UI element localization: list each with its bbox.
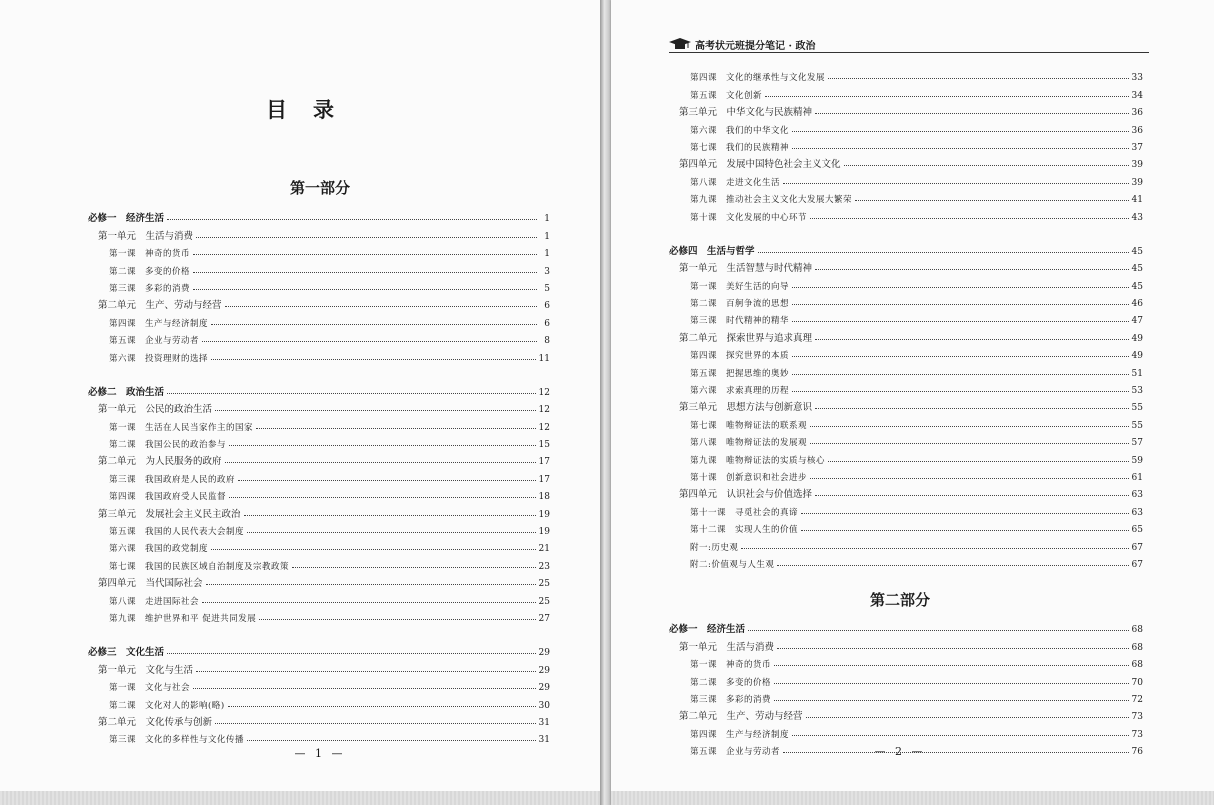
toc-entry-label: 第六课 我国的政党制度 (109, 544, 209, 555)
toc-entry-page: 45 (1131, 246, 1143, 257)
toc-entry-label: 第二课 文化对人的影响(略) (109, 700, 225, 711)
toc-entry-label: 第一单元 文化与生活 (98, 664, 194, 676)
toc-entry-label: 必修一 经济生活 (669, 624, 746, 636)
toc-entry-page: 43 (1131, 212, 1143, 223)
toc-entry-label: 第四课 我国政府受人民监督 (109, 492, 227, 503)
toc-entry-label: 第十二课 实现人生的价值 (690, 525, 799, 536)
toc-entry-label: 附二:价值观与人生观 (690, 559, 775, 570)
toc-leader-dots (806, 717, 1129, 718)
toc-leader-dots (815, 339, 1129, 340)
toc-module-entry (88, 207, 550, 224)
toc-lesson-entry (669, 670, 1143, 687)
toc-lesson-entry (669, 344, 1143, 361)
toc-entry-label: 第二单元 探索世界与追求真理 (679, 332, 813, 344)
toc-leader-dots (815, 269, 1129, 270)
toc-entry-label: 第四课 文化的继承性与文化发展 (690, 73, 826, 84)
toc-entry-label: 第五课 文化创新 (690, 90, 763, 101)
toc-leader-dots (815, 408, 1129, 409)
toc-leader-dots (193, 272, 537, 273)
toc-entry-page: 31 (538, 735, 550, 746)
toc-entry-page: 29 (538, 665, 550, 676)
toc-entry-page: 36 (1131, 108, 1143, 119)
toc-lesson-entry (669, 274, 1143, 291)
toc-entry-label: 第十一课 寻觅社会的真谛 (690, 507, 799, 518)
toc-entry-label: 第四单元 发展中国特色社会主义文化 (679, 159, 841, 171)
toc-entry-label: 必修二 政治生活 (88, 386, 165, 398)
toc-lesson-entry (669, 518, 1143, 535)
toc-entry-label: 第二课 我国公民的政治参与 (109, 440, 227, 451)
toc-leader-dots (774, 700, 1129, 701)
toc-lesson-entry (88, 311, 550, 328)
toc-leader-dots (193, 254, 537, 255)
toc-entry-label: 第三课 文化的多样性与文化传播 (109, 735, 245, 746)
toc-lesson-entry (88, 589, 550, 606)
toc-entry-page: 23 (538, 561, 550, 572)
toc-leader-dots (256, 428, 536, 429)
toc-entry-label: 第一课 神奇的货币 (109, 249, 191, 260)
toc-unit-entry (669, 153, 1143, 170)
toc-entry-page: 72 (1131, 694, 1143, 705)
toc-leader-dots (741, 548, 1128, 549)
toc-lesson-entry (88, 607, 550, 624)
page-number-right: — 2 — (874, 745, 926, 758)
toc-entry-page: 68 (1131, 625, 1143, 636)
toc-leader-dots (810, 478, 1129, 479)
toc-entry-label: 第十课 创新意识和社会进步 (690, 472, 808, 483)
toc-entry-label: 第二课 百舸争流的思想 (690, 299, 790, 310)
toc-leader-dots (783, 183, 1129, 184)
header-title: 高考状元班提分笔记 · 政治 (695, 40, 816, 52)
toc-entry-label: 第七课 我国的民族区域自治制度及宗教政策 (109, 561, 290, 572)
toc-leader-dots (211, 549, 536, 550)
toc-lesson-entry (88, 329, 550, 346)
toc-entry-label: 第二课 多变的价格 (690, 677, 772, 688)
toc-leader-dots (225, 462, 536, 463)
toc-entry-label: 第八课 走进文化生活 (690, 177, 781, 188)
book-gutter (600, 0, 611, 805)
toc-leader-dots (215, 410, 536, 411)
toc-entry-label: 必修四 生活与哲学 (669, 245, 755, 257)
toc-leader-dots (792, 735, 1129, 736)
toc-entry-page: 68 (1131, 642, 1143, 653)
toc-entry-label: 第四课 生产与经济制度 (109, 318, 209, 329)
toc-entry-page: 73 (1131, 729, 1143, 740)
toc-entry-label: 第五课 把握思维的奥妙 (690, 368, 790, 379)
toc-lesson-entry (88, 259, 550, 276)
toc-leader-dots (238, 480, 536, 481)
toc-entry-page: 57 (1131, 438, 1143, 449)
toc-lesson-entry (669, 118, 1143, 135)
toc-leader-dots (792, 391, 1129, 392)
toc-lesson-entry (669, 413, 1143, 430)
toc-entry-label: 第十课 文化发展的中心环节 (690, 212, 808, 223)
toc-entry-page: 19 (538, 509, 550, 520)
toc-leader-dots (828, 78, 1129, 79)
toc-lesson-entry (669, 205, 1143, 222)
toc-entry-label: 第三单元 思想方法与创新意识 (679, 402, 813, 414)
toc-lesson-entry (669, 448, 1143, 465)
toc-entry-page: 31 (538, 717, 550, 728)
toc-title: 目录 (266, 97, 360, 122)
toc-leader-dots (765, 96, 1129, 97)
toc-entry-label: 第八课 唯物辩证法的发展观 (690, 438, 808, 449)
toc-leader-dots (801, 513, 1129, 514)
toc-lesson-entry (88, 520, 550, 537)
toc-lesson-entry (88, 346, 550, 363)
scan-edge-left (0, 791, 600, 805)
toc-entry-page: 27 (538, 613, 550, 624)
toc-entry-page: 47 (1131, 316, 1143, 327)
toc-entry-page: 63 (1131, 507, 1143, 518)
toc-lesson-entry (669, 83, 1143, 100)
toc-gap (669, 223, 1143, 240)
toc-entry-page: 1 (544, 214, 550, 225)
toc-entry-page: 73 (1131, 712, 1143, 723)
toc-entry-page: 6 (544, 301, 550, 312)
toc-leader-dots (792, 356, 1129, 357)
toc-lesson-entry (88, 554, 550, 571)
toc-leader-dots (792, 321, 1129, 322)
toc-entry-page: 36 (1131, 125, 1143, 136)
toc-lesson-entry (669, 500, 1143, 517)
toc-entry-page: 45 (1131, 281, 1143, 292)
toc-entry-page: 3 (544, 266, 550, 277)
toc-entry-page: 39 (1131, 177, 1143, 188)
toc-leader-dots (193, 688, 536, 689)
toc-leader-dots (225, 306, 537, 307)
toc-entry-page: 6 (544, 318, 550, 329)
toc-entry-page: 53 (1131, 386, 1143, 397)
toc-leader-dots (774, 665, 1129, 666)
toc-leader-dots (774, 683, 1129, 684)
toc-entry-label: 第九课 推动社会主义文化大发展大繁荣 (690, 195, 853, 206)
toc-unit-entry (669, 101, 1143, 118)
toc-leader-dots (792, 304, 1129, 305)
toc-entry-page: 30 (538, 700, 550, 711)
toc-entry-label: 第四课 探究世界的本质 (690, 351, 790, 362)
toc-lesson-entry (669, 136, 1143, 153)
toc-entry-page: 25 (538, 579, 550, 590)
toc-entry-page: 61 (1131, 472, 1143, 483)
toc-entry-label: 第六课 我们的中华文化 (690, 125, 790, 136)
toc-entry-label: 第三课 我国政府是人民的政府 (109, 474, 236, 485)
toc-leader-dots (810, 218, 1129, 219)
toc-entry-page: 29 (538, 648, 550, 659)
toc-lesson-entry (669, 66, 1143, 83)
toc-entry-page: 11 (538, 353, 550, 364)
toc-entry-page: 39 (1131, 160, 1143, 171)
toc-leader-dots (748, 630, 1129, 631)
toc-left-list (88, 207, 550, 745)
toc-lesson-entry (669, 431, 1143, 448)
toc-entry-page: 1 (544, 231, 550, 242)
toc-lesson-entry (88, 485, 550, 502)
toc-lesson-entry (669, 170, 1143, 187)
toc-entry-page: 17 (538, 474, 550, 485)
toc-unit-entry (669, 635, 1143, 652)
toc-leader-dots (193, 289, 537, 290)
running-header (669, 36, 1149, 53)
toc-entry-page: 46 (1131, 299, 1143, 310)
toc-entry-label: 第六课 投资理财的选择 (109, 353, 209, 364)
toc-lesson-entry (669, 361, 1143, 378)
toc-lesson-entry (669, 653, 1143, 670)
toc-entry-label: 第四课 生产与经济制度 (690, 729, 790, 740)
toc-lesson-entry (669, 535, 1143, 552)
toc-entry-page: 25 (538, 596, 550, 607)
toc-entry-page: 19 (538, 527, 550, 538)
toc-lesson-entry (669, 688, 1143, 705)
toc-lesson-entry (669, 309, 1143, 326)
toc-entry-page: 68 (1131, 660, 1143, 671)
toc-leader-dots (247, 740, 536, 741)
toc-entry-page: 8 (544, 336, 550, 347)
toc-leader-dots (167, 393, 536, 394)
toc-entry-page: 63 (1131, 490, 1143, 501)
part-one-title: 第一部分 (289, 179, 350, 197)
toc-leader-dots (792, 374, 1129, 375)
toc-entry-label: 第二单元 文化传承与创新 (98, 716, 213, 728)
toc-entry-page: 15 (538, 440, 550, 451)
toc-unit-entry (669, 257, 1143, 274)
toc-unit-entry (88, 658, 550, 675)
toc-leader-dots (211, 324, 537, 325)
toc-entry-page: 51 (1131, 368, 1143, 379)
toc-entry-page: 12 (538, 422, 550, 433)
toc-entry-label: 第一单元 公民的政治生活 (98, 404, 213, 416)
toc-lesson-entry (88, 242, 550, 259)
toc-entry-page: 21 (538, 544, 550, 555)
toc-module-entry (88, 381, 550, 398)
toc-lesson-entry (88, 277, 550, 294)
toc-entry-page: 5 (544, 283, 550, 294)
toc-entry-label: 第五课 我国的人民代表大会制度 (109, 527, 245, 538)
toc-lesson-entry (88, 467, 550, 484)
toc-entry-label: 必修一 经济生活 (88, 213, 165, 225)
toc-leader-dots (777, 648, 1129, 649)
page-number-left: — 1 — (294, 747, 346, 760)
toc-leader-dots (202, 602, 536, 603)
toc-entry-page: 1 (544, 249, 550, 260)
toc-entry-label: 第一课 文化与社会 (109, 683, 191, 694)
toc-lesson-entry (669, 379, 1143, 396)
toc-leader-dots (167, 219, 537, 220)
toc-leader-dots (211, 359, 536, 360)
toc-entry-label: 第九课 维护世界和平 促进共同发展 (109, 613, 257, 624)
right-page (611, 0, 1214, 805)
toc-entry-label: 第二单元 为人民服务的政府 (98, 456, 222, 468)
toc-gap (88, 624, 550, 641)
toc-leader-dots (229, 497, 536, 498)
toc-leader-dots (855, 200, 1129, 201)
toc-entry-page: 55 (1131, 403, 1143, 414)
toc-leader-dots (792, 287, 1129, 288)
toc-entry-label: 第三课 多彩的消费 (690, 694, 772, 705)
toc-lesson-entry (88, 693, 550, 710)
toc-leader-dots (792, 131, 1129, 132)
toc-leader-dots (828, 461, 1129, 462)
toc-module-entry (669, 240, 1143, 257)
toc-lesson-entry (669, 292, 1143, 309)
toc-entry-label: 第一课 美好生活的向导 (690, 281, 790, 292)
toc-entry-page: 59 (1131, 455, 1143, 466)
toc-leader-dots (206, 584, 536, 585)
toc-entry-label: 第一单元 生活与消费 (98, 230, 194, 242)
toc-entry-label: 第二课 多变的价格 (109, 266, 191, 277)
toc-entry-page: 65 (1131, 525, 1143, 536)
toc-entry-label: 第八课 走进国际社会 (109, 596, 200, 607)
toc-module-entry (669, 618, 1143, 635)
toc-leader-dots (196, 671, 536, 672)
toc-entry-label: 第一单元 生活与消费 (679, 641, 775, 653)
toc-entry-label: 第七课 唯物辩证法的联系观 (690, 420, 808, 431)
toc-entry-page: 37 (1131, 142, 1143, 153)
toc-leader-dots (196, 237, 537, 238)
toc-entry-label: 必修三 文化生活 (88, 647, 165, 659)
toc-entry-label: 附一:历史观 (690, 542, 739, 553)
toc-entry-label: 第一课 神奇的货币 (690, 660, 772, 671)
toc-unit-entry (88, 502, 550, 519)
left-page (0, 0, 600, 805)
toc-entry-label: 第一课 生活在人民当家作主的国家 (109, 422, 254, 433)
toc-unit-entry (669, 705, 1143, 722)
toc-lesson-entry (88, 537, 550, 554)
toc-entry-label: 第四单元 当代国际社会 (98, 578, 203, 590)
toc-entry-page: 76 (1131, 747, 1143, 758)
toc-leader-dots (202, 341, 537, 342)
scan-edge-right (611, 791, 1214, 805)
toc-unit-entry (669, 326, 1143, 343)
toc-entry-page: 33 (1131, 73, 1143, 84)
toc-entry-label: 第六课 求索真理的历程 (690, 386, 790, 397)
toc-unit-entry (669, 396, 1143, 413)
toc-entry-label: 第三课 时代精神的精华 (690, 316, 790, 327)
toc-lesson-entry (669, 553, 1143, 570)
toc-entry-page: 49 (1131, 333, 1143, 344)
toc-leader-dots (229, 445, 536, 446)
toc-lesson-entry (88, 433, 550, 450)
toc-leader-dots (810, 426, 1129, 427)
toc-unit-entry (669, 483, 1143, 500)
toc-entry-page: 67 (1131, 559, 1143, 570)
toc-entry-page: 49 (1131, 351, 1143, 362)
toc-leader-dots (292, 567, 536, 568)
toc-lesson-entry (88, 728, 550, 745)
toc-entry-page: 70 (1131, 677, 1143, 688)
toc-entry-label: 第二单元 生产、劳动与经营 (679, 711, 803, 723)
toc-leader-dots (758, 252, 1129, 253)
toc-entry-page: 17 (538, 457, 550, 468)
toc-leader-dots (844, 165, 1129, 166)
toc-entry-label: 第四单元 认识社会与价值选择 (679, 489, 813, 501)
toc-unit-entry (88, 450, 550, 467)
toc-leader-dots (247, 532, 536, 533)
toc-unit-entry (88, 711, 550, 728)
toc-gap (88, 364, 550, 381)
toc-unit-entry (88, 294, 550, 311)
toc-entry-label: 第九课 唯物辩证法的实质与核心 (690, 455, 826, 466)
toc-module-entry (88, 641, 550, 658)
toc-right-list-a (669, 66, 1143, 570)
toc-entry-label: 第三单元 发展社会主义民主政治 (98, 508, 241, 520)
toc-lesson-entry (88, 676, 550, 693)
toc-leader-dots (777, 565, 1128, 566)
toc-entry-label: 第七课 我们的民族精神 (690, 142, 790, 153)
toc-lesson-entry (669, 722, 1143, 739)
toc-unit-entry (88, 572, 550, 589)
toc-entry-page: 12 (538, 405, 550, 416)
toc-entry-page: 67 (1131, 542, 1143, 553)
toc-unit-entry (88, 224, 550, 241)
toc-leader-dots (259, 619, 535, 620)
toc-entry-page: 18 (538, 492, 550, 503)
toc-leader-dots (801, 530, 1129, 531)
toc-entry-label: 第五课 企业与劳动者 (690, 747, 781, 758)
toc-lesson-entry (88, 415, 550, 432)
toc-entry-label: 第一单元 生活智慧与时代精神 (679, 263, 813, 275)
toc-leader-dots (167, 653, 536, 654)
part-two-title: 第二部分 (869, 591, 930, 609)
toc-leader-dots (792, 148, 1129, 149)
toc-right-list-b (669, 618, 1143, 757)
toc-leader-dots (215, 723, 536, 724)
toc-leader-dots (810, 443, 1129, 444)
toc-unit-entry (88, 398, 550, 415)
toc-entry-label: 第五课 企业与劳动者 (109, 336, 200, 347)
toc-lesson-entry (669, 188, 1143, 205)
toc-leader-dots (244, 515, 536, 516)
toc-leader-dots (815, 113, 1129, 114)
toc-leader-dots (228, 706, 536, 707)
toc-entry-page: 41 (1131, 195, 1143, 206)
toc-entry-page: 45 (1131, 264, 1143, 275)
toc-entry-page: 34 (1131, 90, 1143, 101)
toc-entry-page: 29 (538, 683, 550, 694)
toc-entry-page: 55 (1131, 420, 1143, 431)
toc-entry-page: 12 (538, 387, 550, 398)
toc-entry-label: 第二单元 生产、劳动与经营 (98, 300, 222, 312)
toc-leader-dots (815, 495, 1129, 496)
toc-entry-label: 第三课 多彩的消费 (109, 283, 191, 294)
graduation-cap-icon (669, 38, 691, 50)
toc-entry-label: 第三单元 中华文化与民族精神 (679, 107, 813, 119)
toc-lesson-entry (669, 466, 1143, 483)
